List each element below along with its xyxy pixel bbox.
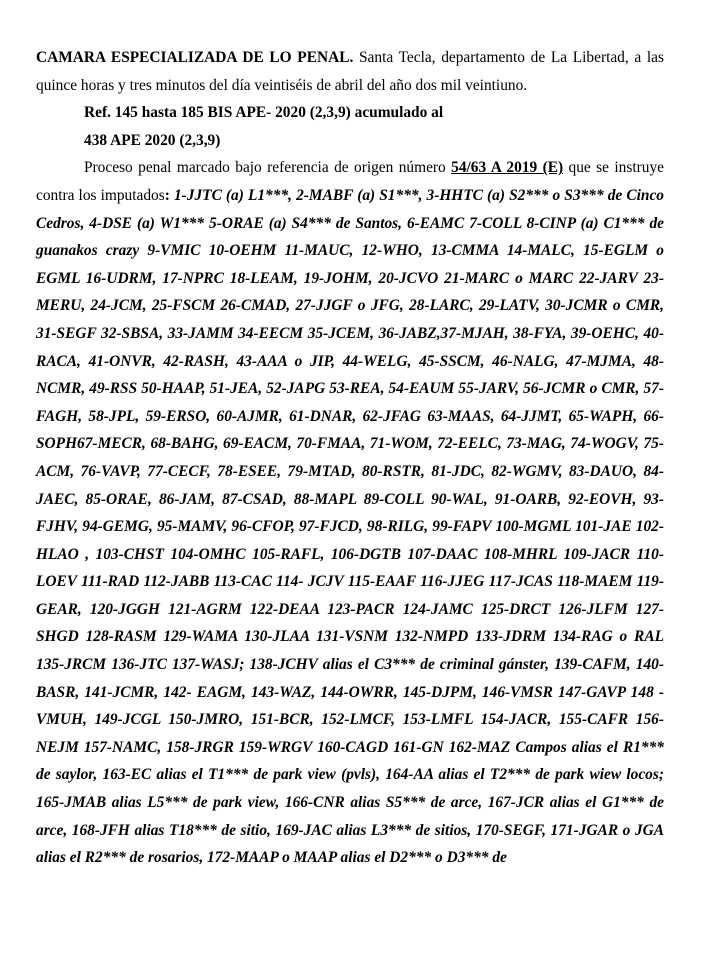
case-number: 54/63 A 2019 (E) [451,159,564,177]
reference-line-1: Ref. 145 hasta 185 BIS APE- 2020 (2,3,9) acumulado al [84,104,444,122]
intro-continuation: que se instruye contra los imputados [36,159,664,204]
court-name: CAMARA ESPECIALIZADA DE LO PENAL. [36,49,354,66]
heading-paragraph [36,44,664,99]
reference-line-2: 438 APE 2020 (2,3,9) [84,131,221,149]
intro-text: Proceso penal marcado bajo referencia de origen número [84,159,452,177]
place-date-text: Santa Tecla, departamento de La Libertad, a las quince horas y tres minutos del día veintiséis de abril del año dos mil veintiuno. [36,49,664,94]
body-paragraph [36,154,664,871]
defendants-list: 1-JJTC (a) L1***, 2-MABF (a) S1***, 3-HHTC (a) S2*** o S3*** de Cinco Cedros, 4-DSE (a) W1*** 5-ORAE (a) S4*** de Santos, 6-EAMC 7-COLL 8-CINP (a) C1*** de guanakos crazy 9-VMIC 10-OEHM 11-MAUC, 12-WHO, 13-CMMA 14-MALC, 15-EGLM o EGML 16-UDRM, 17-NPRC 18-LEAM, 19-JOHM, 20-JCVO 21-MARC o MARC 22-JARV 23-MERU, 24-JCM, 25-FSCM 26-CMAD, 27-JJGF o JFG, 28-LARC, 29-LATV, 30-JCMR o CMR, 31-SEGF 32-SBSA, 33-JAMM 34-EECM 35-JCEM, 36-JABZ,37-MJAH, 38-FYA, 39-OEHC, 40-RACA, 41-ONVR, 42-RASH, 43-AAA o JIP, 44-WELG, 45-SSCM, 46-NALG, 47-MJMA, 48-NCMR, 49-RSS 50-HAAP, 51-JEA, 52-JAPG 53-REA, 54-EAUM 55-JARV, 56-JCMR o CMR, 57-FAGH, 58-JPL, 59-ERSO, 60-AJMR, 61-DNAR, 62-JFAG 63-MAAS, 64-JJMT, 65-WAPH, 66-SOPH67-MECR, 68-BAHG, 69-EACM, 70-FMAA, 71-WOM, 72-EELC, 73-MAG, 74-WOGV, 75-ACM, 76-VAVP, 77-CECF, 78-ESEE, 79-MTAD, 80-RSTR, 81-JDC, 82-WGMV, 83-DAUO, 84-JAEC, 85-ORAE, 86-JAM, 87-CSAD, 88-MAPL 89-COLL 90-WAL, 91-OARB, 92-EOVH, 93-FJHV, 94-GEMG, 95-MAMV, 96-CFOP, 97-FJCD, 98-RILG, 99-FAPV 100-MGML 101-JAE 102-HLAO , 103-CHST 104-OMHC 105-RAFL, 106-DGTB 107-DAAC 108-MHRL 109-JACR 110-LOEV 111-RAD 112-JABB 113-CAC 114- JCJV 115-EAAF 116-JJEG 117-JCAS 118-MAEM 119-GEAR, 120-JGGH 121-AGRM 122-DEAA 123-PACR 124-JAMC 125-DRCT 126-JLFM 127-SHGD 128-RASM 129-WAMA 130-JLAA 131-VSNM 132-NMPD 133-JDRM 134-RAG o RAL 135-JRCM 136-JTC 137-WASJ; 138-JCHV alias el C3*** de criminal gánster, 139-CAFM, 140-BASR, 141-JCMR, 142- EAGM, 143-WAZ, 144-OWRR, 145-DJPM, 146-VMSR 147-GAVP 148 -VMUH, 149-JCGL 150-JMRO, 151-BCR, 152-LMCF, 153-LMFL 154-JACR, 155-CAFR 156-NEJM 157-NAMC, 158-JRGR 159-WRGV 160-CAGD 161-GN 162-MAZ Campos alias el R1*** de saylor, 163-EC alias el T1*** de park view (pvls), 164-AA alias el T2*** de park wiew locos; 165-JMAB alias L5*** de park view, 166-CNR alias S5*** de arce, 167-JCR alias el G1*** de arce, 168-JFH alias T18*** de sitio, 169-JAC alias L3*** de sitios, 170-SEGF, 171-JGAR o JGA alias el R2*** de rosarios, 172-MAAP o MAAP alias el D2*** o D3*** de [36,186,664,867]
colon: : [164,186,174,204]
document-page [36,44,664,872]
